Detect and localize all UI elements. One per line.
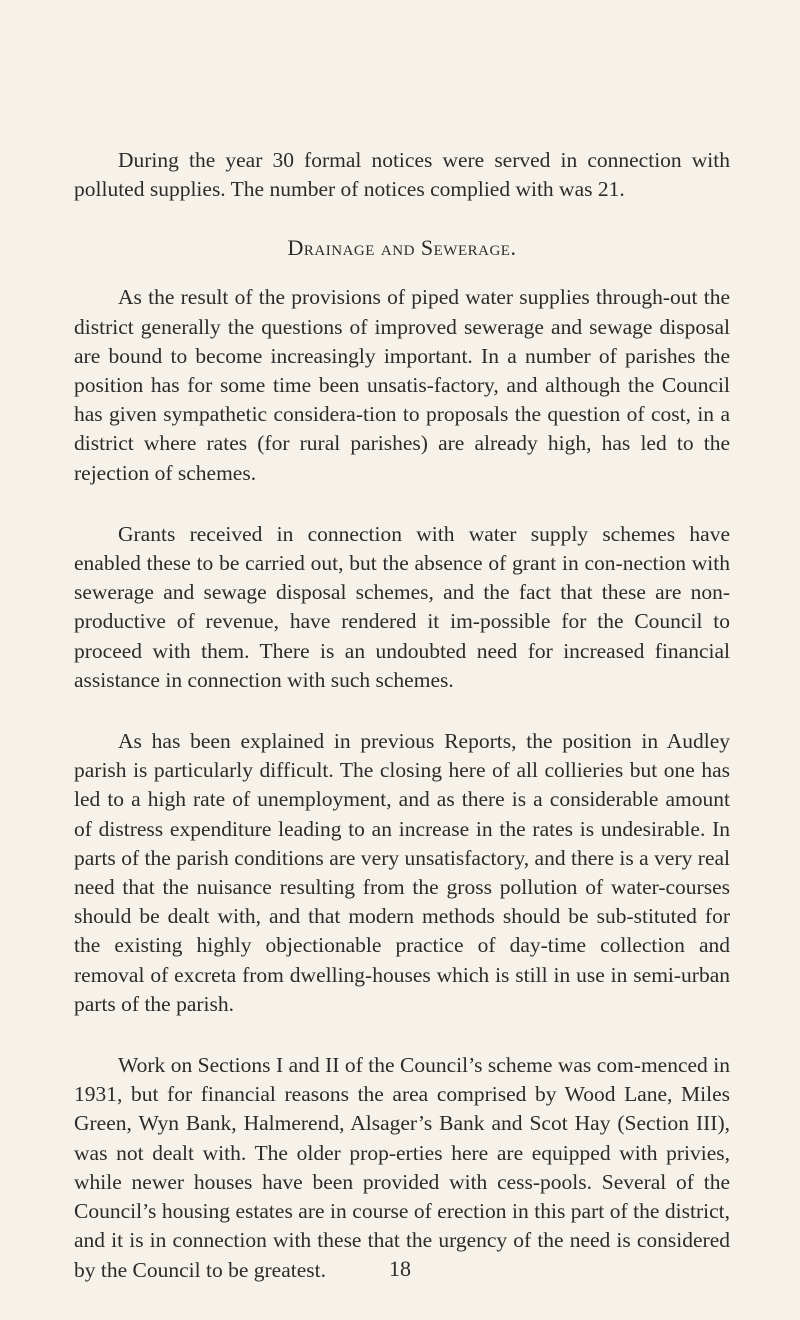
paragraph-sections-work: Work on Sections I and II of the Council’s scheme was com-menced in 1931, but for financial reasons the area comprised by Wood Lane, Miles Green, Wyn Bank, Halmerend, Alsager’s Bank and Scot Hay (Section III), was not dealt with. The older prop-erties here are equipped with privies, while newer houses have been provided with cess-pools. Several of the Council’s housing estates are in course of erection in this part of the district, and it is in connection with these that the urgency of the need is considered by the Council to be greatest. [74, 1053, 730, 1282]
paragraph-sewerage-provisions: As the result of the provisions of piped water supplies through-out the district generally the questions of improved sewerage and sewage disposal are bound to become increasingly important. In a number of parishes the position has for some time been unsatis-factory, and although the Council has given sympathetic considera-tion to proposals the question of cost, in a district where rates (for rural parishes) are already high, has led to the rejection of schemes. [74, 285, 730, 485]
intro-paragraph: During the year 30 formal notices were served in connection with polluted supplies. The number of notices complied with was 21. [74, 148, 730, 202]
paragraph-audley-parish: As has been explained in previous Reports, the position in Audley parish is particularly difficult. The closing here of all collieries but one has led to a high rate of unemployment, and as there is a considerable amount of distress expenditure leading to an increase in the rates is undesirable. In parts of the parish conditions are very unsatisfactory, and there is a very real need that the nuisance resulting from the gross pollution of water-courses should be dealt with, and that modern methods should be sub-stituted for the existing highly objectionable practice of day-time collection and removal of excreta from dwelling-houses which is still in use in semi-urban parts of the parish. [74, 729, 730, 1016]
page-number: 18 [389, 1256, 411, 1281]
paragraph-grants: Grants received in connection with water supply schemes have enabled these to be carried out, but the absence of grant in con-nection with sewerage and sewage disposal schemes, and the fact that these are non-productive of revenue, have rendered it im-possible for the Council to proceed with them. There is an undoubted need for increased financial assistance in connection with such schemes. [74, 521, 730, 692]
section-heading: Drainage and Sewerage. [287, 235, 517, 261]
document-page [74, 146, 730, 1285]
